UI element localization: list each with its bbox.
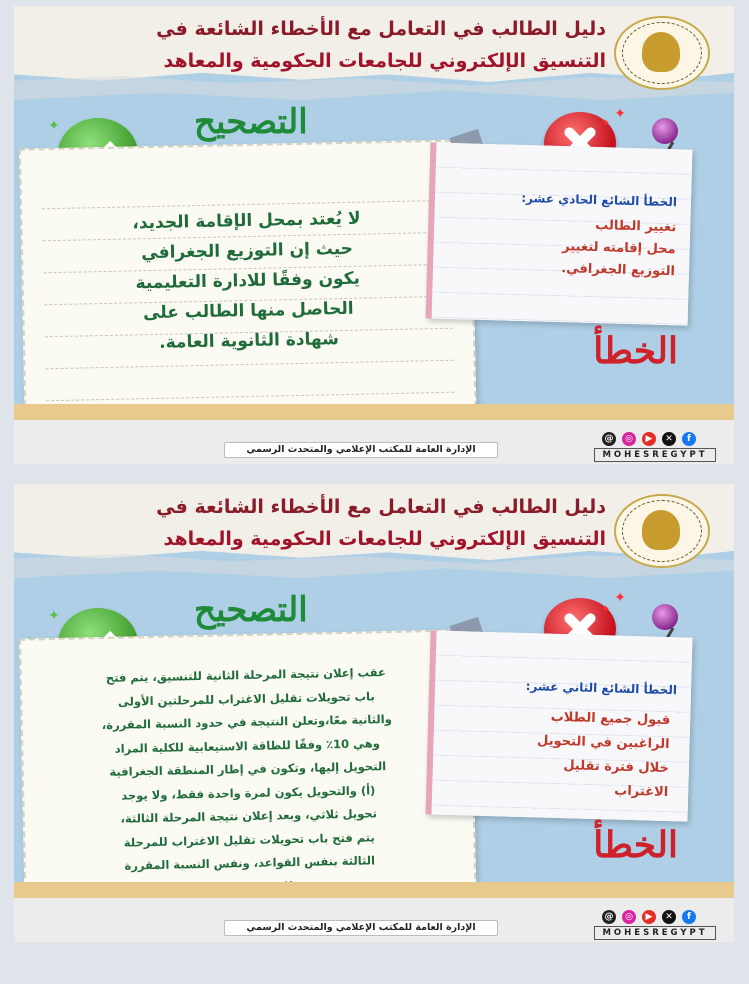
social-icons	[596, 426, 706, 444]
threads-icon[interactable]: @	[602, 432, 616, 446]
mistake-text	[535, 705, 670, 805]
footer	[14, 420, 734, 464]
ministry-logo-icon	[614, 16, 710, 90]
threads-icon[interactable]: @	[602, 910, 616, 924]
instagram-icon[interactable]: ◎	[622, 432, 636, 446]
social-handle: MOHESREGYPT	[594, 926, 716, 940]
mistake-line: الراغبين في التحويل	[536, 733, 670, 753]
correction-note	[19, 139, 477, 446]
torn-paper-edge	[14, 554, 734, 578]
correction-line: شهادة الثانوية العامة.	[158, 329, 340, 353]
correction-line: وهي 10٪ وفقًا للطاقة الاستيعابية للكلية المراد	[114, 735, 380, 756]
correction-line: التحويل إليها، وتكون في إطار المنطقة الجغرافية	[109, 759, 387, 779]
correction-line: والثانية معًا،وتعلن النتيجة في حدود النسبة المقررة،	[101, 711, 392, 733]
x-twitter-icon[interactable]: ✕	[662, 910, 676, 924]
correction-line: عقب إعلان نتيجة المرحلة الثانية للتنسيق، يتم فتح	[105, 665, 386, 685]
mistake-text	[561, 214, 677, 283]
social-handle: MOHESREGYPT	[594, 448, 716, 462]
youtube-icon[interactable]: ▶	[642, 432, 656, 446]
infographic-card-2	[14, 484, 734, 942]
title-line-1: دليل الطالب في التعامل مع الأخطاء الشائعة في	[156, 496, 606, 518]
sparkle-icon: ✦	[614, 590, 626, 606]
mistake-label: الخطأ الشائع الحادي عشر:	[521, 190, 678, 210]
mistake-line: قبول جميع الطلاب	[550, 709, 671, 729]
torn-paper-edge	[14, 76, 734, 100]
correction-text	[48, 202, 447, 360]
correction-line: لا يُعتد بمحل الإقامة الجديد،	[132, 208, 361, 234]
x-twitter-icon[interactable]: ✕	[662, 432, 676, 446]
correction-text	[36, 660, 461, 904]
sparkle-icon: ✦	[614, 106, 626, 122]
sparkle-icon: ✦	[48, 118, 60, 134]
mistake-line: التوزيع الجغرافي.	[561, 261, 676, 280]
mistake-line: محل إقامته لتغيير	[562, 239, 676, 258]
correction-line: (أ) والتحويل يكون لمرة واحدة فقط، ولا يوجد	[121, 782, 376, 803]
org-name: الإدارة العامة للمكتب الإعلامي والمتحدث الرسمي	[224, 920, 498, 936]
mistake-label: الخطأ الشائع الثاني عشر:	[525, 679, 678, 698]
mistake-note	[425, 630, 692, 821]
correction-heading: التصحيح	[194, 102, 308, 142]
correction-heading: التصحيح	[194, 590, 308, 630]
correction-line: يتم فتح باب تحويلات تقليل الاغتراب للمرحلة	[123, 829, 375, 850]
mistake-note	[426, 142, 693, 325]
ministry-logo-icon	[614, 494, 710, 568]
title-line-2: التنسيق الإلكتروني للجامعات الحكومية والمعاهد	[163, 528, 606, 550]
footer	[14, 898, 734, 942]
social-icons	[596, 904, 706, 922]
correction-line: يكون وفقًا للادارة التعليمية	[135, 268, 361, 294]
facebook-icon[interactable]: f	[682, 910, 696, 924]
sparkle-icon: ✦	[601, 604, 610, 615]
correction-line: باب تحويلات تقليل الاغتراب للمرحلتين الأولى	[117, 688, 375, 709]
facebook-icon[interactable]: f	[682, 432, 696, 446]
correction-line: الثالثة بنفس القواعد، ونفس النسبة المقررة	[124, 853, 376, 873]
mistake-line: خلال فترة تقليل	[563, 758, 670, 777]
org-name: الإدارة العامة للمكتب الإعلامي والمتحدث الرسمي	[224, 442, 498, 458]
title-line-1: دليل الطالب في التعامل مع الأخطاء الشائعة في	[156, 18, 606, 40]
wrong-heading: الخطأ	[593, 330, 678, 372]
correction-line: حيث إن التوزيع الجغرافي	[141, 238, 354, 264]
title-line-2: التنسيق الإلكتروني للجامعات الحكومية والمعاهد	[163, 50, 606, 72]
instagram-icon[interactable]: ◎	[622, 910, 636, 924]
infographic-card-1	[14, 6, 734, 464]
mistake-line: تغيير الطالب	[595, 218, 677, 236]
mistake-line: الاغتراب	[614, 783, 669, 801]
sparkle-icon: ✦	[48, 608, 60, 624]
correction-line: تحويل ثلاثي، وبعد إعلان نتيجة المرحلة الثالثة،	[120, 806, 378, 826]
youtube-icon[interactable]: ▶	[642, 910, 656, 924]
correction-line: الحاصل منها الطالب على	[142, 298, 354, 324]
wrong-heading: الخطأ	[593, 824, 678, 866]
sparkle-icon: ✦	[601, 118, 610, 129]
